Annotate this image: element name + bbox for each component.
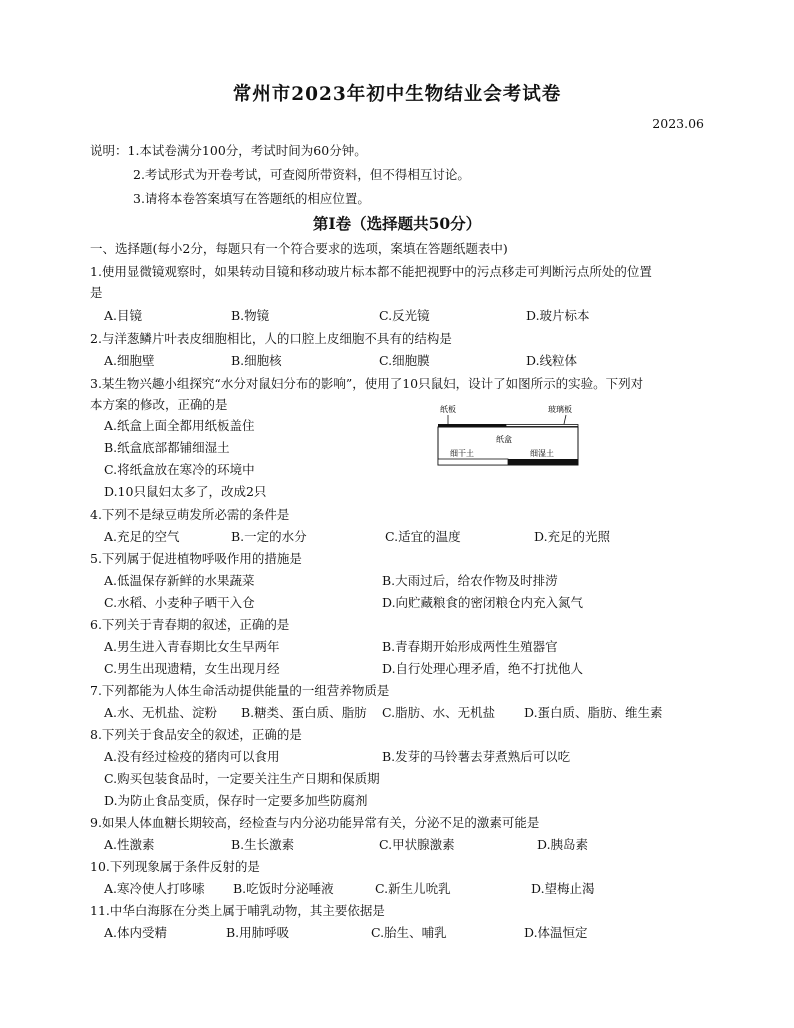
- exam-title: 常州市2023年初中生物结业会考试卷: [232, 84, 562, 105]
- option-b: B.发芽的马铃薯去芽煮熟后可以吃: [382, 749, 571, 764]
- exam-date: 2023.06: [652, 116, 704, 131]
- option-b: B.青春期开始形成两性生殖器官: [382, 639, 558, 654]
- option-c: C.脂肪、水、无机盐: [382, 705, 496, 720]
- option-d: D.充足的光照: [534, 529, 611, 544]
- option-d: D.蛋白质、脂肪、维生素: [524, 705, 663, 720]
- note-1: 说明：1.本试卷满分100分，考试时间为60分钟。: [90, 143, 367, 158]
- question-8-option-c: C.购买包装食品时，一定要关注生产日期和保质期: [104, 771, 380, 786]
- question-2-options: [104, 351, 734, 369]
- question-4-stem: 4.下列不是绿豆萌发所必需的条件是: [90, 507, 290, 522]
- section-title: 第Ⅰ卷（选择题共50分）: [312, 214, 482, 233]
- question-7-options: [104, 703, 734, 721]
- option-c: C.反光镜: [379, 308, 430, 323]
- glass-label: 玻璃板: [548, 405, 572, 414]
- question-2-stem: 2.与洋葱鳞片叶表皮细胞相比，人的口腔上皮细胞不具有的结构是: [90, 331, 452, 346]
- option-b: B.用肺呼吸: [226, 925, 290, 940]
- question-5-options-row1: [104, 571, 734, 589]
- question-5-options-row2: [104, 593, 734, 611]
- question-5-stem: 5.下列属于促进植物呼吸作用的措施是: [90, 551, 302, 566]
- question-3-option-a: A.纸盒上面全都用纸板盖住: [104, 418, 255, 433]
- part-intro: 一、选择题(每小2分，每题只有一个符合要求的选项，案填在答题纸题表中): [90, 241, 508, 256]
- option-c: C.水稻、小麦种子晒干入仓: [104, 595, 255, 610]
- question-8-options-row1: [104, 747, 734, 765]
- experiment-figure: [436, 402, 581, 468]
- question-6-options-row2: [104, 659, 734, 677]
- question-6-options-row1: [104, 637, 734, 655]
- option-d: D.线粒体: [526, 353, 578, 368]
- dry-soil-label: 细干土: [450, 449, 474, 458]
- option-b: B.大雨过后，给农作物及时排涝: [382, 573, 558, 588]
- option-d: D.望梅止渴: [531, 881, 595, 896]
- option-b: B.生长激素: [231, 837, 295, 852]
- option-a: A.细胞壁: [104, 353, 155, 368]
- question-11-options: [104, 923, 734, 941]
- option-d: D.胰岛素: [537, 837, 589, 852]
- option-b: B.细胞核: [231, 353, 282, 368]
- option-a: A.目镜: [104, 308, 143, 323]
- option-b: B.一定的水分: [231, 529, 307, 544]
- option-a: A.没有经过检疫的猪肉可以食用: [104, 749, 280, 764]
- glass-pointer: [564, 415, 566, 424]
- paperboard-label: 纸板: [440, 405, 456, 414]
- box-label: 纸盒: [496, 435, 512, 444]
- glass-plate: [506, 425, 578, 427]
- option-a: A.性激素: [104, 837, 155, 852]
- option-c: C.适宜的温度: [385, 529, 461, 544]
- wet-soil-label: 细湿土: [530, 449, 554, 458]
- wet-soil: [508, 459, 578, 465]
- question-9-stem: 9.如果人体血糖长期较高，经检查与内分泌功能异常有关，分泌不足的激素可能是: [90, 815, 540, 830]
- question-9-options: [104, 835, 734, 853]
- question-8-option-d: D.为防止食品变质，保存时一定要多加些防腐剂: [104, 793, 368, 808]
- question-3-stem: 3.某生物兴趣小组探究“水分对鼠妇分布的影响”，使用了10只鼠妇，设计了如图所示的实验。下列对: [90, 376, 644, 391]
- question-3-option-c: C.将纸盒放在寒冷的环境中: [104, 462, 255, 477]
- question-7-stem: 7.下列都能为人体生命活动提供能量的一组营养物质是: [90, 683, 390, 698]
- option-b: B.糖类、蛋白质、脂肪: [241, 705, 367, 720]
- option-a: A.低温保存新鲜的水果蔬菜: [104, 573, 255, 588]
- note-3: 3.请将本卷答案填写在答题纸的相应位置。: [133, 191, 370, 206]
- note-2: 2.考试形式为开卷考试，可查阅所带资料，但不得相互讨论。: [133, 167, 470, 182]
- question-11-stem: 11.中华白海豚在分类上属于哺乳动物，其主要依据是: [90, 903, 385, 918]
- option-a: A.寒冷使人打哆嗦: [104, 881, 205, 896]
- option-c: C.胎生、哺乳: [371, 925, 447, 940]
- option-a: A.充足的空气: [104, 529, 180, 544]
- option-a: A.男生进入青春期比女生早两年: [104, 639, 280, 654]
- option-c: C.细胞膜: [379, 353, 430, 368]
- question-1-stem-cont: 是: [90, 285, 103, 300]
- question-6-stem: 6.下列关于青春期的叙述，正确的是: [90, 617, 290, 632]
- option-d: D.体温恒定: [524, 925, 588, 940]
- question-3-option-b: B.纸盒底部都铺细湿土: [104, 440, 230, 455]
- option-b: B.吃饭时分泌唾液: [233, 881, 334, 896]
- question-1-stem: 1.使用显微镜观察时，如果转动目镜和移动玻片标本都不能把视野中的污点移走可判断污点所处的位置: [90, 264, 652, 279]
- question-10-options: [104, 879, 734, 897]
- question-8-stem: 8.下列关于食品安全的叙述，正确的是: [90, 727, 302, 742]
- question-4-options: [104, 527, 734, 545]
- option-c: C.男生出现遗精，女生出现月经: [104, 661, 280, 676]
- question-10-stem: 10.下列现象属于条件反射的是: [90, 859, 260, 874]
- option-c: C.甲状腺激素: [379, 837, 455, 852]
- option-c: C.新生儿吮乳: [375, 881, 451, 896]
- option-d: D.自行处理心理矛盾，绝不打扰他人: [382, 661, 584, 676]
- option-d: D.向贮藏粮食的密闭粮仓内充入氮气: [382, 595, 584, 610]
- option-a: A.体内受精: [104, 925, 168, 940]
- dry-soil: [438, 459, 508, 465]
- option-a: A.水、无机盐、淀粉: [104, 705, 218, 720]
- question-1-options: [104, 306, 734, 324]
- option-b: B.物镜: [231, 308, 270, 323]
- question-3-option-d: D.10只鼠妇太多了，改成2只: [104, 484, 267, 499]
- question-3-stem-cont: 本方案的修改，正确的是: [90, 397, 228, 412]
- option-d: D.玻片标本: [526, 308, 590, 323]
